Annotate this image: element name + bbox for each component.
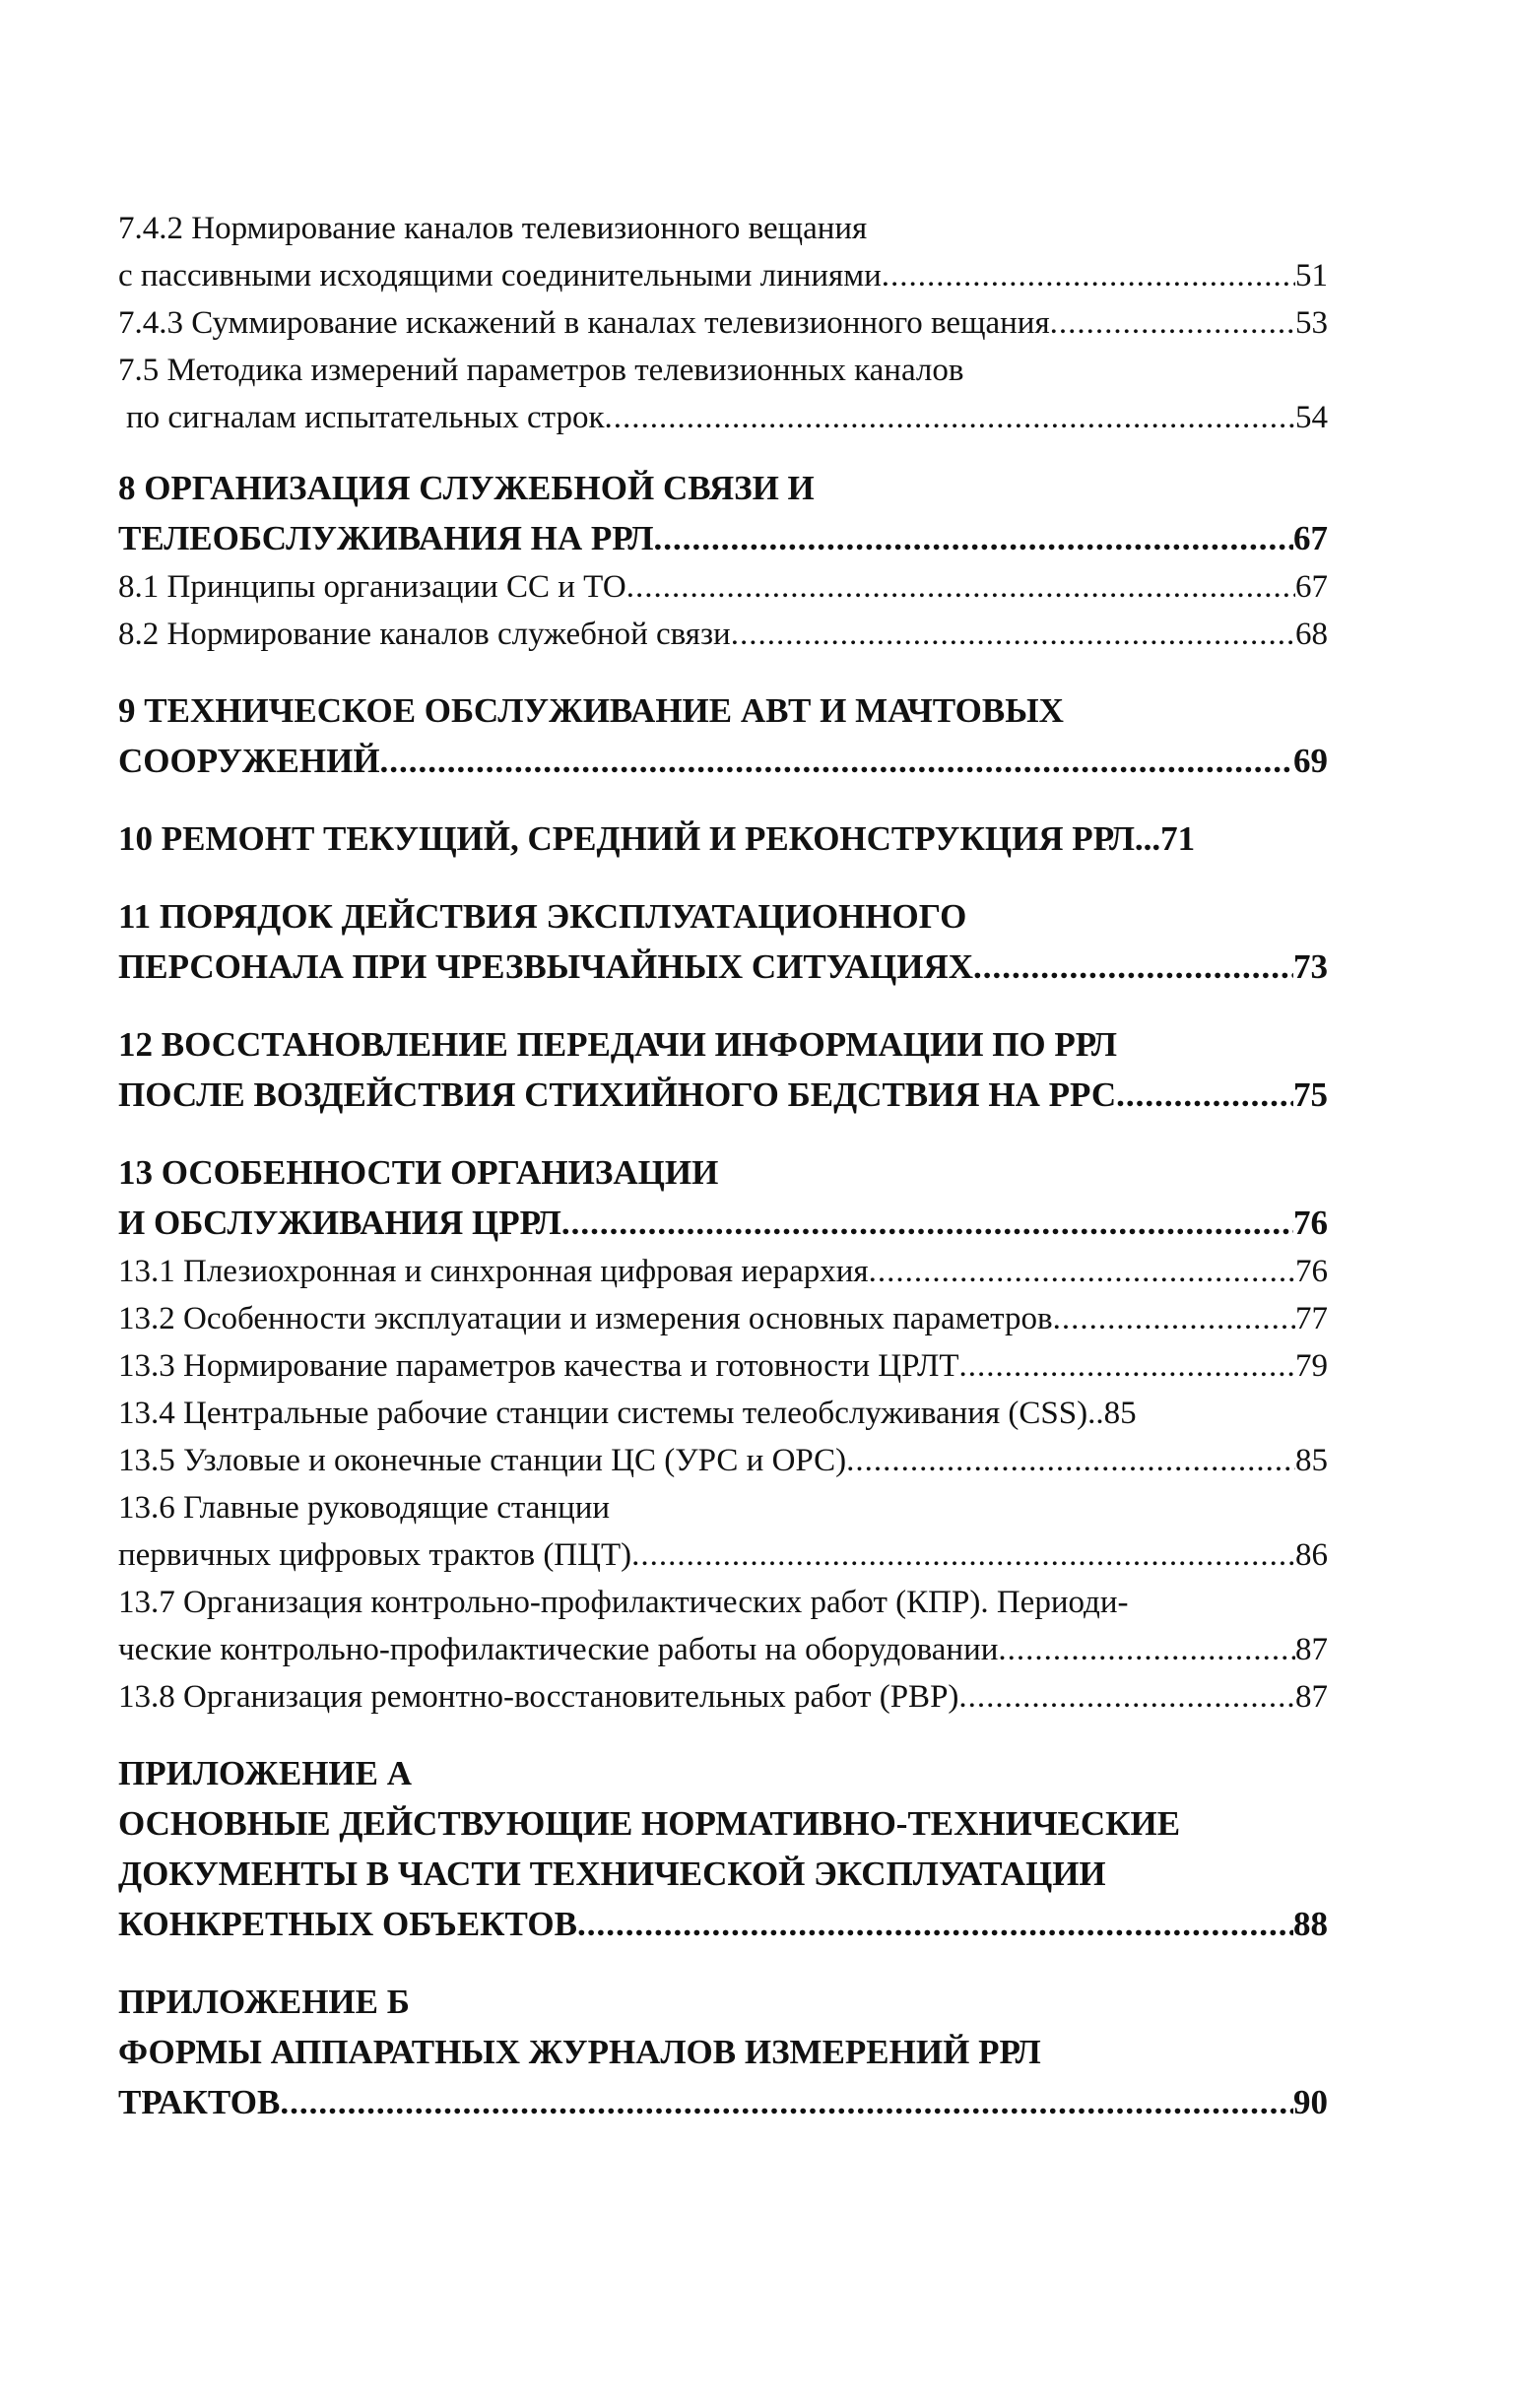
toc-entry-text: И ОБСЛУЖИВАНИЯ ЦРРЛ xyxy=(118,1204,561,1242)
toc-entry-text: 13.3 Нормирование параметров качества и готовности ЦРЛТ xyxy=(118,1348,959,1384)
toc-entry-text: ческие контрольно-профилактические работы на оборудовании xyxy=(118,1632,999,1667)
dot-leader xyxy=(654,513,1293,563)
dot-leader xyxy=(577,1899,1293,1949)
toc-entry-text: 7.4.3 Суммирование искажений в каналах телевизионного вещания xyxy=(118,305,1050,341)
toc-entry-13-7-line1: 13.7 Организация контрольно-профилактических работ (КПР). Периоди- xyxy=(118,1585,1129,1620)
toc-entry-13-5 xyxy=(118,1437,1328,1484)
toc-entry-text: ПОСЛЕ ВОЗДЕЙСТВИЯ СТИХИЙНОГО БЕДСТВИЯ НА РРС xyxy=(118,1075,1117,1114)
toc-entry-text: ТЕЛЕОБСЛУЖИВАНИЯ НА РРЛ xyxy=(118,519,654,557)
toc-entry-text: с пассивными исходящими соединительными линиями xyxy=(118,258,882,293)
chapter-11-heading-line1: 11 ПОРЯДОК ДЕЙСТВИЯ ЭКСПЛУАТАЦИОННОГО xyxy=(118,897,967,936)
toc-entry-13-2 xyxy=(118,1295,1328,1342)
chapter-12-heading-line2 xyxy=(118,1070,1328,1120)
toc-page-number: 76 xyxy=(1293,1204,1328,1242)
dot-leader xyxy=(280,2077,1293,2127)
toc-page-number: 87 xyxy=(1295,1632,1328,1667)
toc-entry-text: 13.5 Узловые и оконечные станции ЦС (УРС и ОРС) xyxy=(118,1443,847,1478)
toc-chapter-9 xyxy=(118,685,1328,786)
toc-entry-13-8 xyxy=(118,1673,1328,1721)
toc-entry-text: 8.2 Нормирование каналов служебной связи xyxy=(118,617,731,652)
dot-leader xyxy=(380,736,1293,786)
dot-leader xyxy=(973,942,1293,992)
toc-page-number: 73 xyxy=(1293,947,1328,986)
toc-entry-8-1 xyxy=(118,563,1328,611)
toc-entry-13-6-line2 xyxy=(118,1531,1328,1579)
chapter-9-heading-line2 xyxy=(118,736,1328,786)
toc-entry-text: СООРУЖЕНИЙ xyxy=(118,742,380,780)
toc-entry-text: по сигналам испытательных строк xyxy=(126,400,605,435)
toc-page-number: 76 xyxy=(1295,1254,1328,1289)
toc-entry-7-5-line2 xyxy=(118,394,1328,441)
dot-leader xyxy=(869,1248,1295,1295)
dot-leader xyxy=(1053,1295,1295,1342)
appendix-a-heading-line4 xyxy=(118,1899,1328,1949)
chapter-11-heading-line2 xyxy=(118,942,1328,992)
appendix-b-heading-line3 xyxy=(118,2077,1328,2127)
appendix-a-heading-line1: ПРИЛОЖЕНИЕ А xyxy=(118,1754,413,1792)
toc-appendix-b xyxy=(118,1977,1328,2127)
toc-entry-7-4-3 xyxy=(118,299,1328,347)
toc-entry-text: КОНКРЕТНЫХ ОБЪЕКТОВ xyxy=(118,1905,578,1943)
chapter-9-heading-line1: 9 ТЕХНИЧЕСКОЕ ОБСЛУЖИВАНИЕ АВТ И МАЧТОВЫХ xyxy=(118,691,1064,730)
toc-page-number: 86 xyxy=(1295,1537,1328,1573)
toc-chapter-8 xyxy=(118,463,1328,658)
toc-appendix-a xyxy=(118,1748,1328,1949)
toc-page-number: 79 xyxy=(1295,1348,1328,1384)
dot-leader xyxy=(605,394,1295,441)
toc-entry-text: ПЕРСОНАЛА ПРИ ЧРЕЗВЫЧАЙНЫХ СИТУАЦИЯХ xyxy=(118,947,974,986)
toc-entry-13-7-line2 xyxy=(118,1626,1328,1673)
toc-entry-13-3 xyxy=(118,1342,1328,1390)
chapter-13-heading-line1: 13 ОСОБЕННОСТИ ОРГАНИЗАЦИИ xyxy=(118,1153,719,1192)
toc-entry-text: 8.1 Принципы организации СС и ТО xyxy=(118,569,626,605)
toc-entry-13-6-line1: 13.6 Главные руководящие станции xyxy=(118,1490,611,1526)
toc-chapter-11 xyxy=(118,891,1328,992)
toc-page-number: 68 xyxy=(1295,617,1328,652)
dot-leader xyxy=(882,252,1295,299)
chapter-12-heading-line1: 12 ВОССТАНОВЛЕНИЕ ПЕРЕДАЧИ ИНФОРМАЦИИ ПО РРЛ xyxy=(118,1025,1117,1064)
dot-leader xyxy=(958,1673,1295,1721)
dot-leader xyxy=(631,1531,1295,1579)
dot-leader xyxy=(561,1198,1293,1248)
dot-leader xyxy=(998,1626,1295,1673)
toc-block-7 xyxy=(118,205,1328,441)
chapter-10-heading: 10 РЕМОНТ ТЕКУЩИЙ, СРЕДНИЙ И РЕКОНСТРУКЦИЯ РРЛ...71 xyxy=(118,819,1196,858)
toc-page-number: 85 xyxy=(1295,1443,1328,1478)
dot-leader xyxy=(626,563,1295,611)
toc-page-number: 54 xyxy=(1295,400,1328,435)
dot-leader xyxy=(1116,1070,1293,1120)
toc-page-number: 51 xyxy=(1295,258,1328,293)
toc-page-number: 69 xyxy=(1293,742,1328,780)
toc-entry-13-1 xyxy=(118,1248,1328,1295)
toc-page-number: 87 xyxy=(1295,1679,1328,1715)
toc-chapter-12 xyxy=(118,1019,1328,1120)
toc-chapter-13 xyxy=(118,1147,1328,1721)
table-of-contents xyxy=(118,205,1328,2127)
toc-page-number: 53 xyxy=(1295,305,1328,341)
toc-page-number: 67 xyxy=(1293,519,1328,557)
dot-leader xyxy=(846,1437,1295,1484)
appendix-b-heading-line2: ФОРМЫ АППАРАТНЫХ ЖУРНАЛОВ ИЗМЕРЕНИЙ РРЛ xyxy=(118,2033,1041,2071)
dot-leader xyxy=(731,611,1295,658)
dot-leader xyxy=(1050,299,1295,347)
toc-entry-text: ТРАКТОВ xyxy=(118,2083,281,2121)
dot-leader xyxy=(959,1342,1295,1390)
appendix-b-heading-line1: ПРИЛОЖЕНИЕ Б xyxy=(118,1983,410,2021)
toc-page-number: 67 xyxy=(1295,569,1328,605)
toc-entry-13-4: 13.4 Центральные рабочие станции системы телеобслуживания (CSS)..85 xyxy=(118,1396,1137,1431)
chapter-13-heading-line2 xyxy=(118,1198,1328,1248)
toc-chapter-10 xyxy=(118,814,1328,864)
toc-entry-7-5-line1: 7.5 Методика измерений параметров телевизионных каналов xyxy=(118,353,964,388)
toc-entry-7-4-2-line1: 7.4.2 Нормирование каналов телевизионного вещания xyxy=(118,211,868,246)
toc-page-number: 90 xyxy=(1293,2083,1328,2121)
toc-entry-text: 13.2 Особенности эксплуатации и измерения основных параметров xyxy=(118,1301,1053,1336)
toc-entry-8-2 xyxy=(118,611,1328,658)
chapter-8-heading-line2 xyxy=(118,513,1328,563)
toc-entry-7-4-2-line2 xyxy=(118,252,1328,299)
appendix-a-heading-line3: ДОКУМЕНТЫ В ЧАСТИ ТЕХНИЧЕСКОЙ ЭКСПЛУАТАЦИИ xyxy=(118,1855,1106,1893)
toc-page-number: 75 xyxy=(1293,1075,1328,1114)
toc-entry-text: 13.8 Организация ремонтно-восстановительных работ (РВР) xyxy=(118,1679,959,1715)
toc-page-number: 77 xyxy=(1295,1301,1328,1336)
appendix-a-heading-line2: ОСНОВНЫЕ ДЕЙСТВУЮЩИЕ НОРМАТИВНО-ТЕХНИЧЕСКИЕ xyxy=(118,1804,1181,1843)
toc-page-number: 88 xyxy=(1293,1905,1328,1943)
toc-entry-text: 13.1 Плезиохронная и синхронная цифровая иерархия xyxy=(118,1254,869,1289)
chapter-8-heading-line1: 8 ОРГАНИЗАЦИЯ СЛУЖЕБНОЙ СВЯЗИ И xyxy=(118,469,815,507)
toc-entry-text: первичных цифровых трактов (ПЦТ) xyxy=(118,1537,632,1573)
